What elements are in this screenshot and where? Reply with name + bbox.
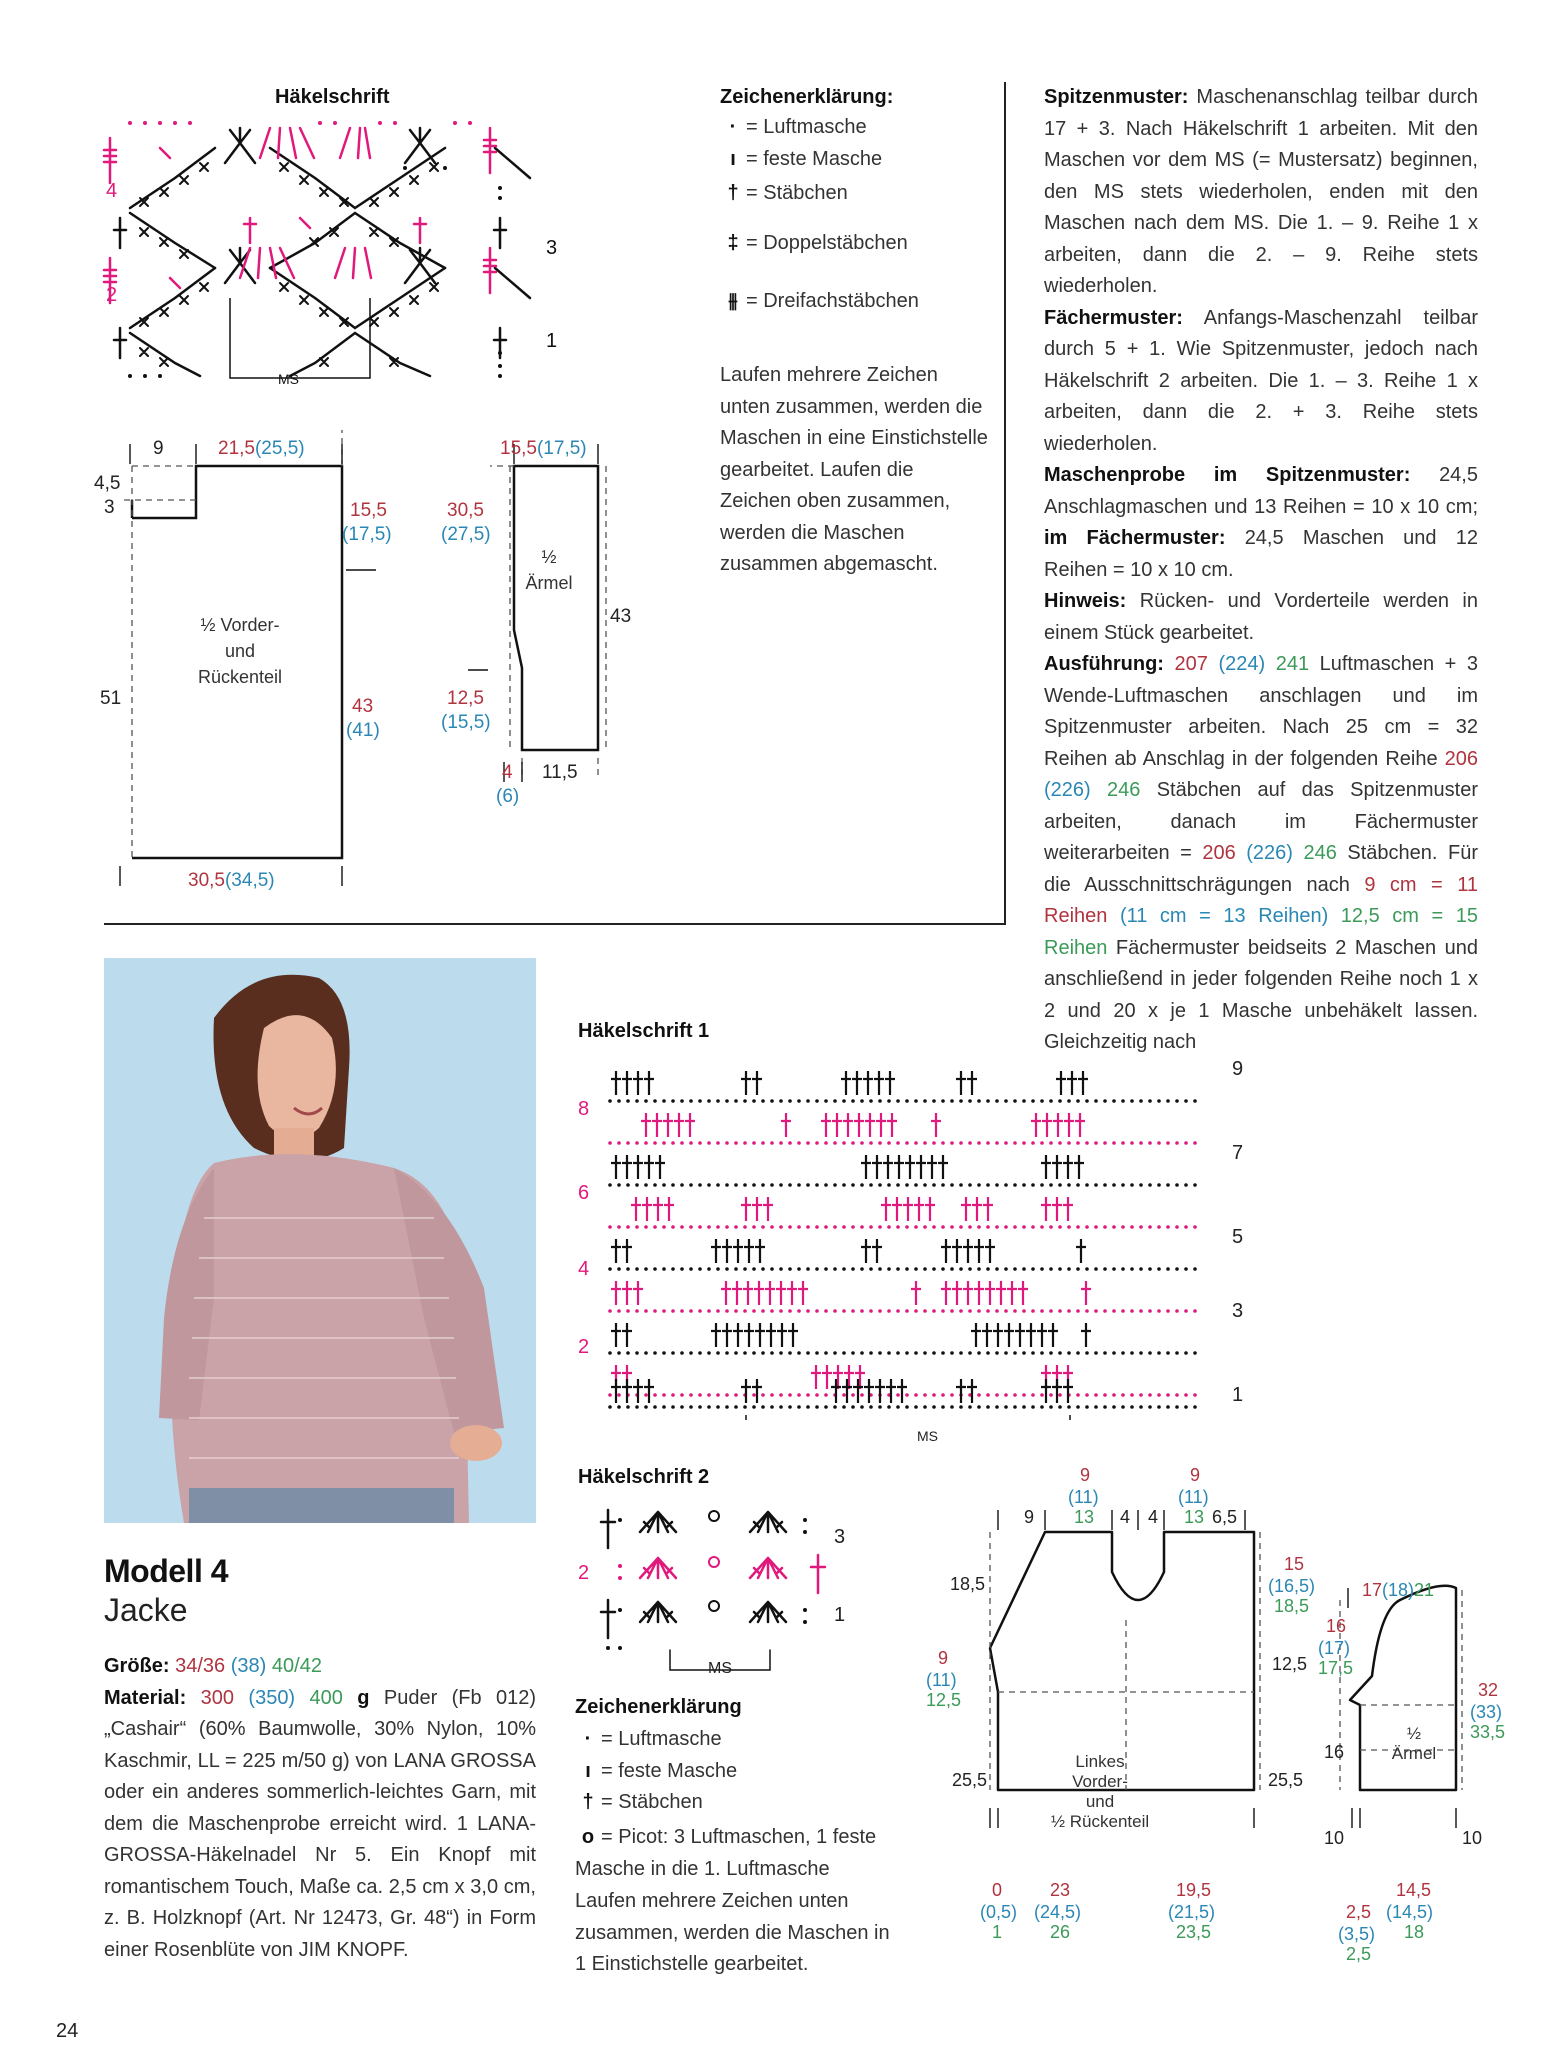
model-materials: Größe: 34/36 (38) 40/42 Material: 300 (350) 400 g Puder (Fb 012) „Cashair“ (60% Baumwolle, 30% Nylon, 10% Kaschmir, LL = 225 m/50 g) von LANA GROSSA oder ein anderes sommerlich-leichtes Garn, mit dem die Maschenprobe erreicht wird. 1 LANA-GROSSA-Häkelnadel Nr 5. Ein Knopf mit romantischem Touch, Maße ca. 2,5 cm x 3,0 cm, z. B. Holzknopf (Art. Nr 12473, Gr. 48“) in Form einer Rosenblüte von JIM KNOPF. — [104, 1655, 537, 1961]
dim-sleeve-t17: 17 — [1362, 1580, 1383, 1600]
dim-body-155: 15,5 — [350, 500, 387, 521]
dim-front-t11b: (11) — [1178, 1487, 1209, 1507]
dim-front-t4a: 4 — [1120, 1507, 1131, 1527]
page-number: 24 — [56, 2020, 79, 2042]
dim-front-t4b: 4 — [1148, 1507, 1159, 1527]
dim-sleeve-305: 30,5 — [447, 500, 484, 521]
chart2-row-2: 2 — [578, 1562, 590, 1584]
dim-body-41: (41) — [346, 720, 380, 741]
legend-top-item: = Doppelstäbchen — [746, 232, 908, 254]
front-piece-label: Linkes Vorder- und ½ Rückenteil — [1050, 1752, 1150, 1831]
dim-body-51: 51 — [100, 688, 122, 709]
legend-top — [720, 86, 1020, 626]
single-crochet-icon: ı — [585, 1760, 591, 1782]
chart1-row-2: 2 — [578, 1336, 590, 1358]
column-divider — [1004, 82, 1006, 925]
dim-body-45: 4,5 — [94, 473, 121, 494]
dim-front-t9a: 9 — [1080, 1465, 1091, 1485]
dim-sleeve-b145b: (14,5) — [1386, 1902, 1434, 1922]
legend-bottom-item: = feste Masche — [601, 1760, 738, 1782]
dim-front-255l: 25,5 — [952, 1770, 988, 1790]
dim-sleeve-b25: 2,5 — [1346, 1902, 1372, 1922]
legend-bottom-title: Zeichenerklärung — [575, 1696, 742, 1718]
dim-sleeve-l16: 16 — [1326, 1616, 1347, 1636]
dim-sleeve-275: (27,5) — [441, 524, 491, 545]
instructions-text: Spitzenmuster: Maschenanschlag teilbar durch 17 + 3. Nach Häkelschrift 1 arbeiten. Mit den Maschen vor dem MS (= Mustersatz) beginnen, den MS stets wiederholen, enden mit den Maschen nach dem MS. Die 1. – 9. Reihe 1 x arbeiten, dann die 2. – 9. Reihe stets wiederholen. Fächermuster: Anfangs-Maschenzahl teilbar durch 5 + 1. Wie Spitzenmuster, jedoch nach Häkelschrift 2 arbeiten. Die 1. – 3. Reihe 1 x arbeiten, dann die 2. + 3. Reihe stets wiederholen. Maschenprobe im Spitzenmuster: 24,5 Anschlagmaschen und 13 Reihen = 10 x 10 cm; im Fächermuster: 24,5 Maschen und 12 Reihen = 10 x 10 cm. Hinweis: Rücken- und Vorderteile werden in einem Stück gearbeitet. Ausführung: 207 (224) 241 Luftmaschen + 3 Wende-Luftmaschen anschlagen und im Spitzenmuster arbeiten. Nach 25 cm = 32 Reihen ab Anschlag in der folgenden Reihe 206 (226) 246 Stäbchen auf das Spitzenmuster arbeiten, danach im Fächermuster weiterarbeiten = 206 (226) 246 Stäbchen. Für die Ausschnittschrägungen nach 9 cm = 11 Reihen (11 cm = 13 Reihen) 12,5 cm = 15 Reihen Fächermuster beidseits 2 Maschen und anschließend in jeder folgenden Reihe noch 1 x 2 und 20 x je 1 Masche unbehäkelt lassen. Gleichzeitig nach — [1044, 86, 1479, 1053]
chart1-row-9: 9 — [1232, 1058, 1244, 1080]
schematic-bottom — [900, 1500, 1470, 1900]
dim-sleeve-r33: (33) — [1470, 1702, 1503, 1722]
dim-sleeve-l175: 17,5 — [1318, 1658, 1354, 1678]
dim-body-3: 3 — [104, 497, 115, 518]
chart-top-ms: MS — [278, 371, 299, 387]
legend-top-title: Zeichenerklärung: — [720, 86, 894, 108]
dim-body-175: (17,5) — [342, 524, 392, 545]
legend-bottom-item: = Luftmasche — [601, 1728, 722, 1750]
triple-treble-icon: ⫵ — [728, 290, 738, 312]
dim-sleeve-t21: 21 — [1414, 1580, 1435, 1600]
dim-body-bot-a: 30,5 — [188, 870, 225, 891]
dim-front-l9: 9 — [938, 1648, 949, 1668]
double-crochet-icon: † — [727, 182, 739, 204]
chart1-title: Häkelschrift 1 — [578, 1020, 710, 1042]
dim-sleeve-b25g: 2,5 — [1346, 1944, 1372, 1964]
sleeve-bottom-label: ½ Ärmel — [1391, 1724, 1437, 1763]
dim-front-125r: 12,5 — [1272, 1654, 1308, 1674]
dim-sleeve-10r: 10 — [1462, 1828, 1483, 1848]
dim-front-b235: 23,5 — [1176, 1922, 1212, 1942]
dim-sleeve-top-b: (17,5) — [536, 438, 587, 459]
model-info — [104, 1553, 536, 1966]
dim-sleeve-l17: (17) — [1318, 1638, 1351, 1658]
chart-top-row-1: 1 — [546, 330, 558, 352]
dim-sleeve-115: 11,5 — [542, 762, 578, 783]
legend-top-item: = Luftmasche — [746, 116, 867, 138]
dim-sleeve-b145: 14,5 — [1396, 1880, 1432, 1900]
dim-sleeve-125: 12,5 — [447, 688, 484, 709]
dim-sleeve-43: 43 — [610, 606, 632, 627]
chart-top-title: Häkelschrift — [275, 86, 390, 108]
picot-icon: o — [581, 1826, 595, 1848]
chart1-ms: MS — [917, 1428, 938, 1444]
dim-front-t13a: 13 — [1074, 1507, 1095, 1527]
dim-body-bot-b: (34,5) — [224, 870, 275, 891]
legend-bottom-note: Laufen mehrere Zeichen unten zusammen, werden die Maschen in 1 Einstichstelle gearbeitet. — [575, 1890, 890, 1975]
dim-front-l125: 12,5 — [926, 1690, 962, 1710]
dim-front-b1: 1 — [992, 1922, 1003, 1942]
legend-bottom-item: = Picot: 3 Luftmaschen, 1 feste Masche in die 1. Luftmasche — [575, 1826, 877, 1880]
legend-top-item: = feste Masche — [746, 148, 883, 170]
model-subtitle: Jacke — [104, 1592, 188, 1628]
legend-top-item: = Dreifachstäbchen — [746, 290, 919, 312]
dim-front-t65: 6,5 — [1212, 1507, 1238, 1527]
dim-front-b0: 0 — [992, 1880, 1003, 1900]
dim-front-b245: (24,5) — [1034, 1902, 1082, 1922]
dim-sleeve-155: (15,5) — [441, 712, 491, 733]
dim-front-r185: 18,5 — [1274, 1596, 1310, 1616]
chart-top-row-4: 4 — [106, 180, 118, 202]
chart1-row-4: 4 — [578, 1258, 590, 1280]
body-piece-label: ½ Vorder- und Rückenteil — [197, 615, 283, 687]
model-photo — [104, 958, 536, 1523]
crochet-chart-top — [100, 118, 570, 386]
legend-bottom-item: = Stäbchen — [601, 1791, 703, 1813]
dim-sleeve-10l: 10 — [1324, 1828, 1345, 1848]
dim-sleeve-r335: 33,5 — [1470, 1722, 1506, 1742]
dim-body-43: 43 — [352, 696, 374, 717]
dim-front-t9b: 9 — [1190, 1465, 1201, 1485]
dim-front-b05: (0,5) — [980, 1902, 1018, 1922]
chain-icon: · — [584, 1728, 592, 1750]
dim-front-185: 18,5 — [950, 1574, 986, 1594]
chart1-row-5: 5 — [1232, 1226, 1244, 1248]
dim-body-top-a: 21,5 — [218, 438, 255, 459]
crochet-chart-1 — [590, 1050, 1230, 1420]
double-crochet-icon: † — [582, 1791, 594, 1813]
chart1-row-1: 1 — [1232, 1384, 1244, 1406]
dim-body-9: 9 — [153, 438, 164, 459]
treble-crochet-icon: ‡ — [727, 232, 739, 254]
dim-front-t11a: (11) — [1068, 1487, 1099, 1507]
section-rule — [104, 923, 1006, 925]
dim-front-255r: 25,5 — [1268, 1770, 1304, 1790]
chart2-ms: MS — [708, 1660, 732, 1677]
dim-sleeve-b18: 18 — [1404, 1922, 1425, 1942]
dim-front-b215: (21,5) — [1168, 1902, 1216, 1922]
single-crochet-icon: ı — [730, 148, 736, 170]
dim-body-top-b: (25,5) — [254, 438, 305, 459]
chart1-row-7: 7 — [1232, 1142, 1244, 1164]
dim-sleeve-6: (6) — [496, 786, 520, 807]
dim-sleeve-4: 4 — [502, 762, 513, 783]
dim-front-l11: (11) — [926, 1670, 957, 1690]
dim-sleeve-r32: 32 — [1478, 1680, 1499, 1700]
dim-front-b195: 19,5 — [1176, 1880, 1212, 1900]
chart2-title: Häkelschrift 2 — [578, 1466, 710, 1488]
dim-front-t9: 9 — [1024, 1507, 1035, 1527]
chart2-row-3: 3 — [834, 1526, 846, 1548]
dim-front-r165: (16,5) — [1268, 1576, 1316, 1596]
chart-top-row-3: 3 — [546, 237, 558, 259]
dim-front-r15: 15 — [1284, 1554, 1305, 1574]
dim-sleeve-top-a: 15,5 — [500, 438, 537, 459]
legend-top-item: = Stäbchen — [746, 182, 848, 204]
dim-sleeve-t18: (18) — [1382, 1580, 1415, 1600]
dim-sleeve-b35: (3,5) — [1338, 1924, 1376, 1944]
model-title: Modell 4 — [104, 1553, 229, 1589]
dim-front-b26: 26 — [1050, 1922, 1071, 1942]
chart1-row-6: 6 — [578, 1182, 590, 1204]
dim-front-b23: 23 — [1050, 1880, 1071, 1900]
chart1-row-8: 8 — [578, 1098, 590, 1120]
chart2-row-1: 1 — [834, 1604, 846, 1626]
chart-top-row-2: 2 — [106, 284, 118, 306]
dim-sleeve-16: 16 — [1324, 1742, 1345, 1762]
crochet-chart-2 — [590, 1500, 840, 1680]
legend-top-note: Laufen mehrere Zeichen unten zusammen, werden die Maschen in eine Einstichstelle gearbeitet. Laufen die Zeichen oben zusammen, werden die Maschen zusammen abgemascht. — [720, 364, 988, 575]
dim-front-t13b: 13 — [1184, 1507, 1205, 1527]
legend-bottom — [575, 1696, 905, 1976]
chart1-row-3: 3 — [1232, 1300, 1244, 1322]
sleeve-piece-label: ½ Ärmel — [525, 547, 573, 593]
chain-icon: · — [729, 116, 737, 138]
